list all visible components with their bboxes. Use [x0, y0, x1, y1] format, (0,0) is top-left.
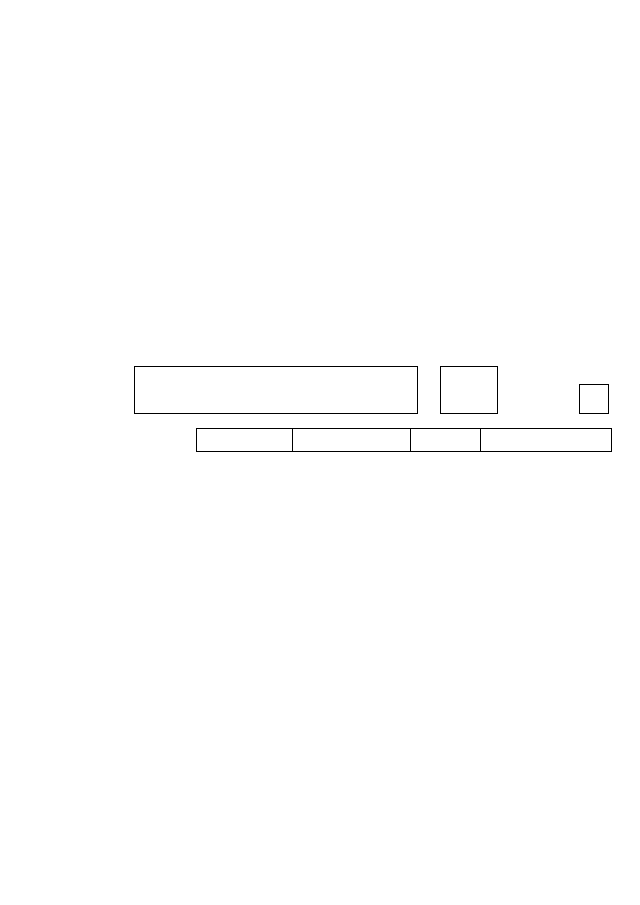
- origin-row: [196, 428, 612, 452]
- original-cell: [197, 429, 293, 451]
- borrowed-cell: [293, 429, 411, 451]
- registration-number-cell: [481, 429, 611, 451]
- original-code-cell: [411, 429, 481, 451]
- qualification-level: [579, 384, 609, 414]
- function-name: [134, 366, 418, 414]
- function-code: [440, 366, 498, 414]
